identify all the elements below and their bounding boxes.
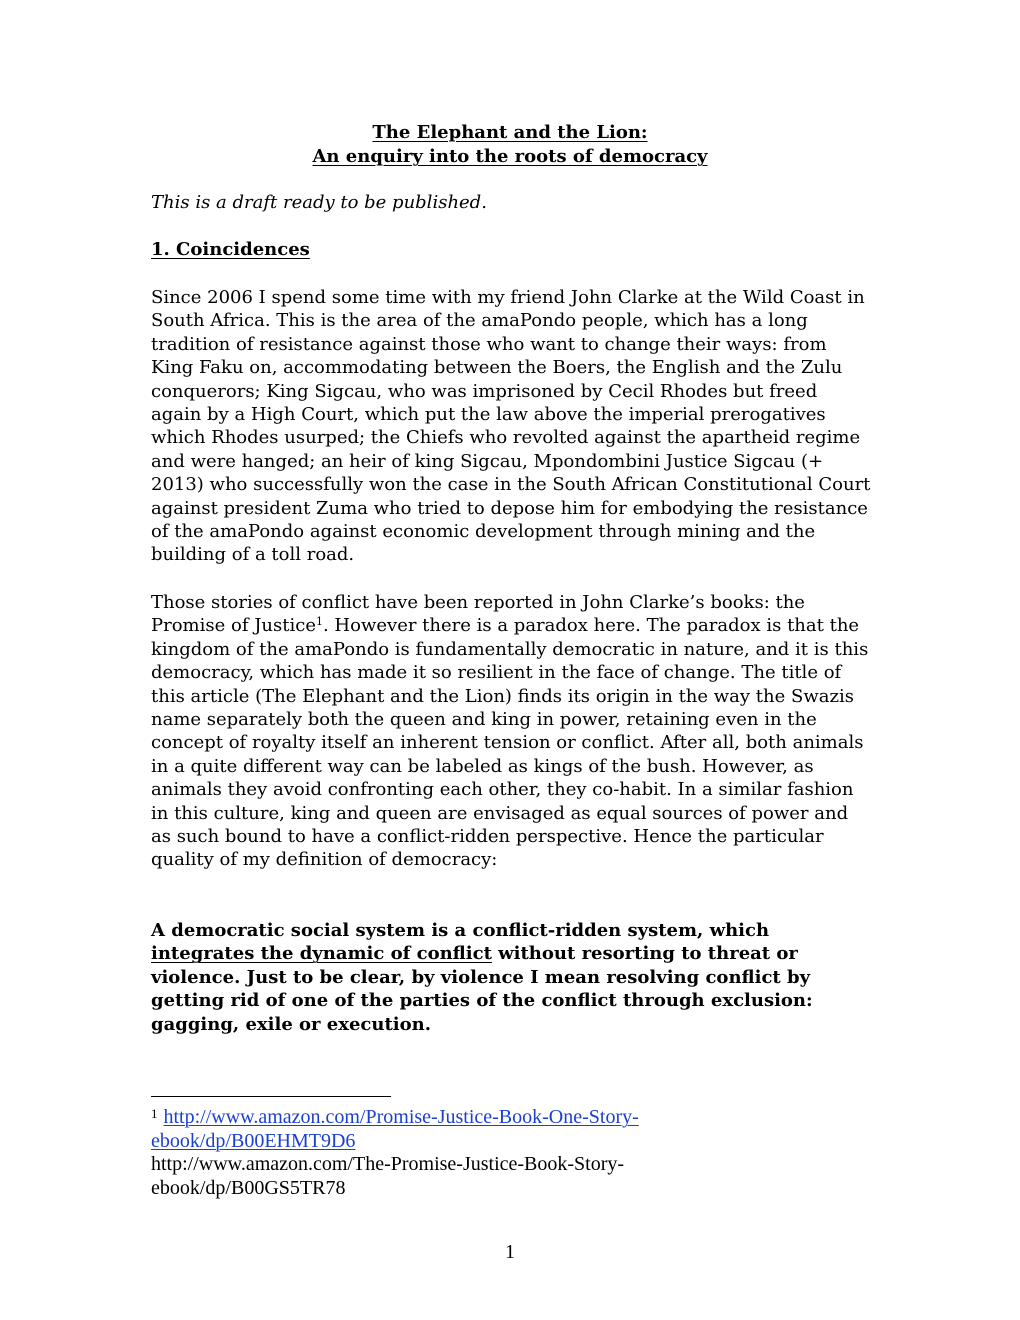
- document-title: [151, 121, 869, 145]
- document-subtitle: [151, 145, 869, 169]
- title-line-1: The Elephant and the Lion:: [372, 122, 648, 143]
- footnote-line-1: [151, 1106, 871, 1130]
- footnote-number: 1: [151, 1106, 158, 1121]
- footnote-line-3: http://www.amazon.com/The-Promise-Justice-Book-Story-: [151, 1153, 625, 1176]
- democracy-definition: [151, 919, 869, 1036]
- footnote-link-1-part-1[interactable]: http://www.amazon.com/Promise-Justice-Book-One-Story-: [163, 1106, 639, 1128]
- paragraph-1: Since 2006 I spend some time with my friend John Clarke at the Wild Coast in South Africa. This is the area of the amaPondo people, which has a long tradition of resistance against those who want to change their ways: from King Faku on, accommodating between the Boers, the English and the Zulu conquerors; King Sigcau, who was imprisoned by Cecil Rhodes but freed again by a High Court, which put the law above the imperial prerogatives which Rhodes usurped; the Chiefs who revolted against the apartheid regime and were hanged; an heir of king Sigcau, Mpondombini Justice Sigcau (+ 2013) who successfully won the case in the South African Constitutional Court against president Zuma who tried to depose him for embodying the resistance of the amaPondo against economic development through mining and the building of a toll road.: [151, 287, 871, 566]
- definition-underlined: integrates the dynamic of conflict: [151, 943, 492, 965]
- definition-text-b: without resorting to threat or violence. Just to be clear, by violence I mean resolving conflict by getting rid of one of the parties of the conflict through exclusion: gagging, exile or execution.: [151, 943, 813, 1035]
- paragraph-2-text-b: . However there is a paradox here. The paradox is that the kingdom of the amaPondo is fundamentally democratic in nature, and it is this democracy, which has made it so resilient in the face of change. The title of this article (The Elephant and the Lion) finds its origin in the way the Swazis name separately both the queen and king in power, retaining even in the concept of royalty itself an inherent tension or conflict. After all, both animals in a quite different way can be labeled as kings of the bush. However, as animals they avoid confronting each other, they co-habit. In a similar fashion in this culture, king and queen are envisaged as equal sources of power and as such bound to have a conflict-ridden perspective. Hence the particular quality of my definition of democracy:: [151, 615, 869, 871]
- footnote-reference[interactable]: 1: [315, 615, 323, 629]
- footnote-link-1-part-2[interactable]: ebook/dp/B00EHMT9D6: [151, 1129, 356, 1152]
- paragraph-2: [151, 591, 873, 872]
- footnote-separator: [151, 1096, 391, 1097]
- draft-note: This is a draft ready to be published.: [151, 192, 487, 213]
- footnote-line-2: [151, 1130, 871, 1154]
- page-number: 1: [505, 1241, 515, 1263]
- definition-text-a: A democratic social system is a conflict-ridden system, which: [151, 920, 770, 941]
- footnote: [151, 1106, 871, 1200]
- footnote-line-4: ebook/dp/B00GS5TR78: [151, 1176, 346, 1199]
- title-line-2: An enquiry into the roots of democracy: [312, 146, 708, 167]
- paragraph-2-text-a: Those stories of conflict have been reported in John Clarke’s books: the Promise of Justice: [151, 592, 805, 637]
- section-heading: 1. Coincidences: [151, 239, 310, 260]
